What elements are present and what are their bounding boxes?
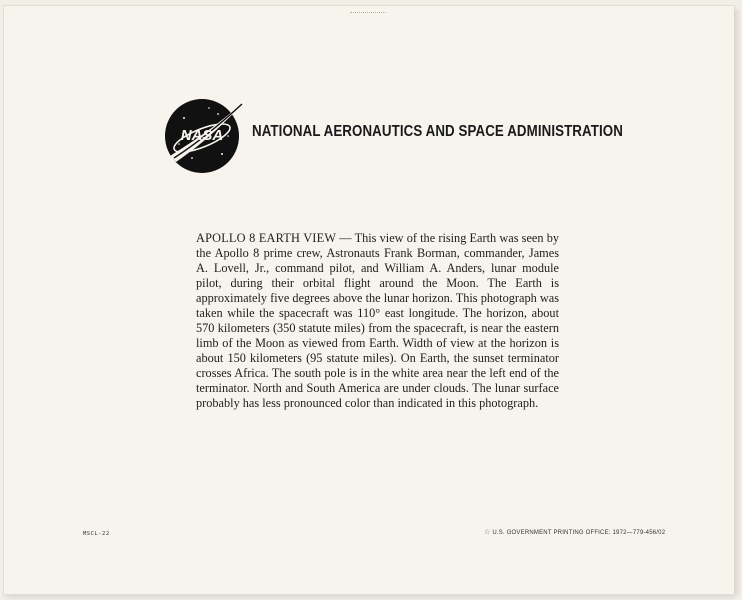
photo-caption <box>196 231 559 411</box>
printer-text: U.S. GOVERNMENT PRINTING OFFICE: 1972—779-456/02 <box>492 530 666 536</box>
sheet-edge <box>734 10 740 594</box>
star-icon: ☆ <box>484 529 491 536</box>
document-code: MSCL-22 <box>83 531 110 537</box>
agency-name: NATIONAL AERONAUTICS AND SPACE ADMINISTRATION <box>252 123 623 140</box>
caption-title: APOLLO 8 EARTH VIEW <box>196 231 337 245</box>
caption-body: This view of the rising Earth was seen by the Apollo 8 prime crew, Astronauts Frank Borman, commander, James A. Lovell, Jr., command pilot, and William A. Anders, lunar module pilot, during their orbital flight around the Moon. The Earth is approximately five degrees above the lunar horizon. This photograph was taken while the spacecraft was 110° east longitude. The horizon, about 570 kilometers (350 statute miles) from the spacecraft, is near the eastern limb of the Moon as viewed from Earth. Width of view at the horizon is about 150 kilometers (95 statute miles). On Earth, the sunset terminator crosses Africa. The south pole is in the white area near the left end of the terminator. North and South America are under clouds. The lunar surface probably has less pronounced color than indicated in this photograph. <box>196 231 559 410</box>
tape-mark <box>350 12 386 17</box>
letterhead <box>162 92 623 176</box>
logo-text: NASA <box>180 127 224 144</box>
caption-separator: — <box>336 231 355 245</box>
nasa-meatball-logo-icon <box>162 92 246 176</box>
printer-imprint <box>484 528 665 536</box>
